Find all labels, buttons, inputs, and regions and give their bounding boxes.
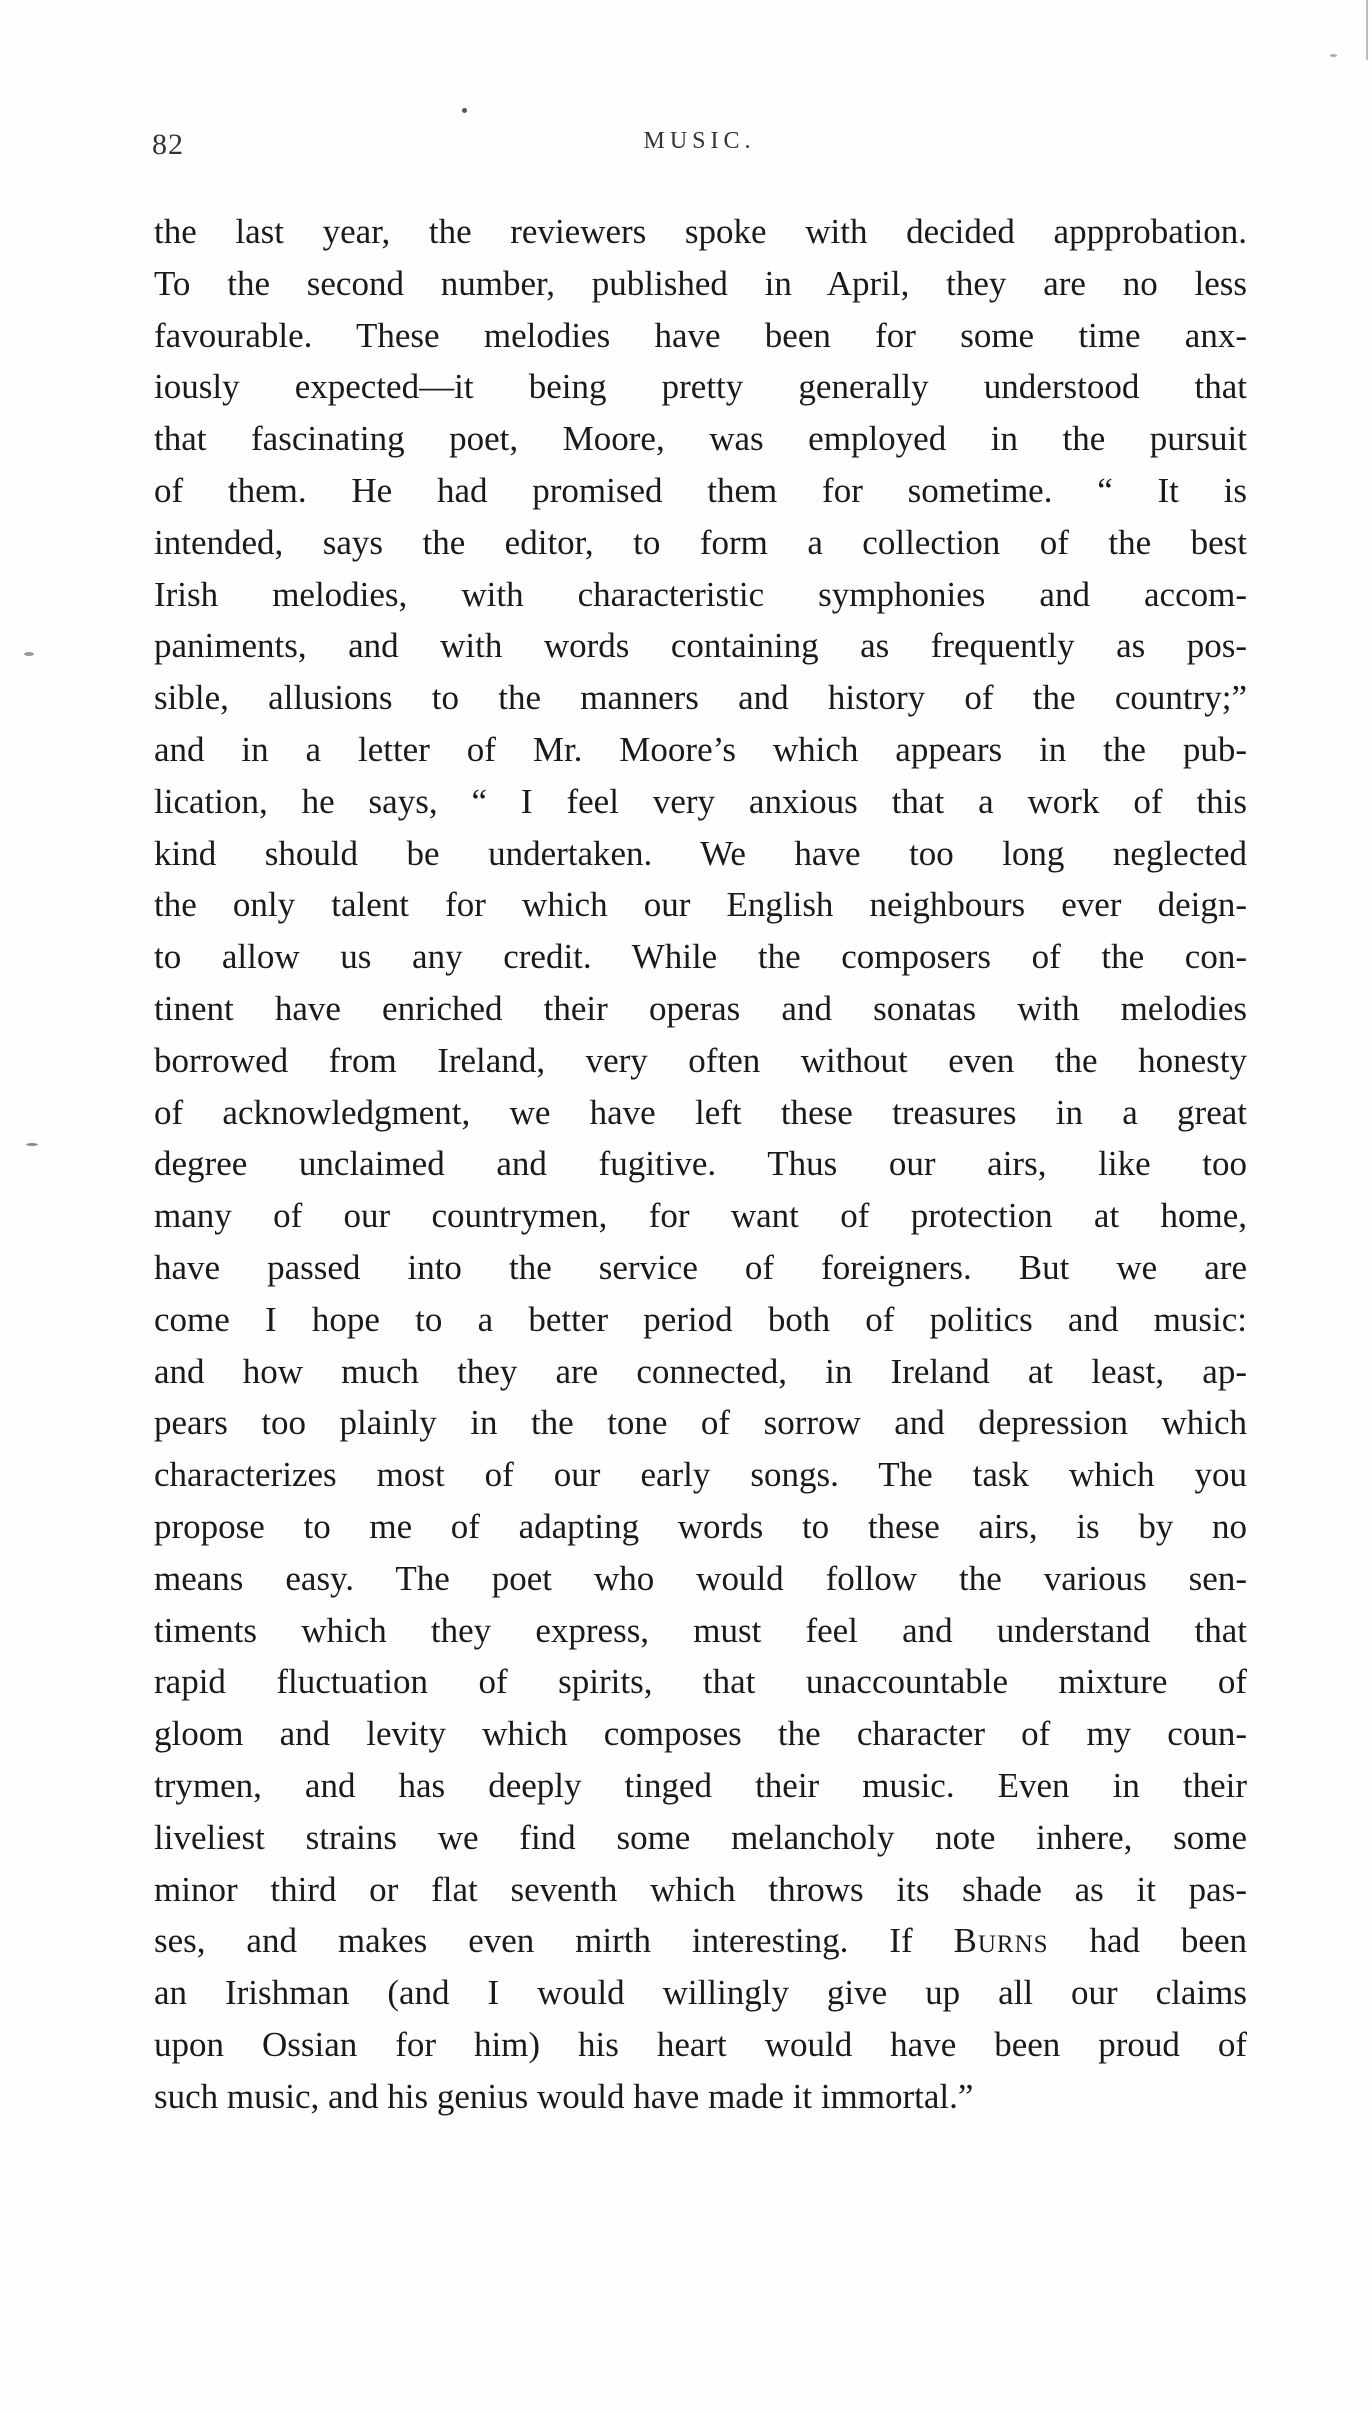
- page-edge-mark: [1366, 0, 1368, 60]
- text-line: of them. He had promised them for sometime. “ It is: [154, 470, 1247, 510]
- text-segment: ses, and makes even mirth interesting. If: [154, 1921, 913, 1961]
- text-line: have passed into the service of foreigners. But we are: [154, 1247, 1247, 1287]
- text-line: and in a letter of Mr. Moore’s which appears in the pub-: [154, 729, 1247, 769]
- text-line: sible, allusions to the manners and history of the country;”: [154, 678, 1247, 718]
- small-caps-name: Burns: [953, 1921, 1049, 1961]
- text-line: pears too plainly in the tone of sorrow and depression which: [154, 1403, 1247, 1443]
- text-line: that fascinating poet, Moore, was employed in the pursuit: [154, 419, 1247, 459]
- text-line: gloom and levity which composes the character of my coun-: [154, 1714, 1247, 1754]
- text-line: rapid fluctuation of spirits, that unaccountable mixture of: [154, 1662, 1247, 1702]
- text-line: of acknowledgment, we have left these treasures in a great: [154, 1092, 1247, 1132]
- running-head: [152, 128, 1247, 178]
- text-line: [154, 1915, 1247, 1967]
- text-line: an Irishman (and I would willingly give up all our claims: [154, 1973, 1247, 2013]
- text-line: minor third or flat seventh which throws its shade as it pas-: [154, 1869, 1247, 1909]
- text-line: characterizes most of our early songs. The task which you: [154, 1455, 1247, 1495]
- text-line: Irish melodies, with characteristic symphonies and accom-: [154, 574, 1247, 614]
- text-line: upon Ossian for him) his heart would have been proud of: [154, 2024, 1247, 2064]
- text-line: To the second number, published in April, they are no less: [154, 263, 1247, 303]
- text-line: iously expected—it being pretty generally understood that: [154, 367, 1247, 407]
- text-line: favourable. These melodies have been for some time anx-: [154, 315, 1247, 355]
- text-line: lication, he says, “ I feel very anxious that a work of this: [154, 781, 1247, 821]
- text-line: the only talent for which our English neighbours ever deign-: [154, 885, 1247, 925]
- text-line: many of our countrymen, for want of protection at home,: [154, 1196, 1247, 1236]
- running-title: MUSIC.: [643, 128, 756, 154]
- text-line: means easy. The poet who would follow the various sen-: [154, 1558, 1247, 1598]
- text-line: liveliest strains we find some melancholy note inhere, some: [154, 1817, 1247, 1857]
- text-line: borrowed from Ireland, very often without even the honesty: [154, 1040, 1247, 1080]
- text-line: timents which they express, must feel and understand that: [154, 1610, 1247, 1650]
- page-number: 82: [152, 128, 184, 161]
- text-line: propose to me of adapting words to these airs, is by no: [154, 1506, 1247, 1546]
- text-line: trymen, and has deeply tinged their music. Even in their: [154, 1765, 1247, 1805]
- body-text: [154, 206, 1247, 2122]
- text-line: kind should be undertaken. We have too long neglected: [154, 833, 1247, 873]
- text-line: to allow us any credit. While the composers of the con-: [154, 937, 1247, 977]
- text-line: and how much they are connected, in Ireland at least, ap-: [154, 1351, 1247, 1391]
- text-line: such music, and his genius would have made it immortal.”: [154, 2076, 974, 2116]
- text-line: paniments, and with words containing as frequently as pos-: [154, 626, 1247, 666]
- text-line: the last year, the reviewers spoke with decided appprobation.: [154, 212, 1247, 251]
- text-segment: had been: [1048, 1921, 1247, 1961]
- text-line: tinent have enriched their operas and sonatas with melodies: [154, 988, 1247, 1028]
- text-line: degree unclaimed and fugitive. Thus our airs, like too: [154, 1144, 1247, 1184]
- text-line: come I hope to a better period both of politics and music:: [154, 1299, 1247, 1339]
- text-line: intended, says the editor, to form a collection of the best: [154, 522, 1247, 562]
